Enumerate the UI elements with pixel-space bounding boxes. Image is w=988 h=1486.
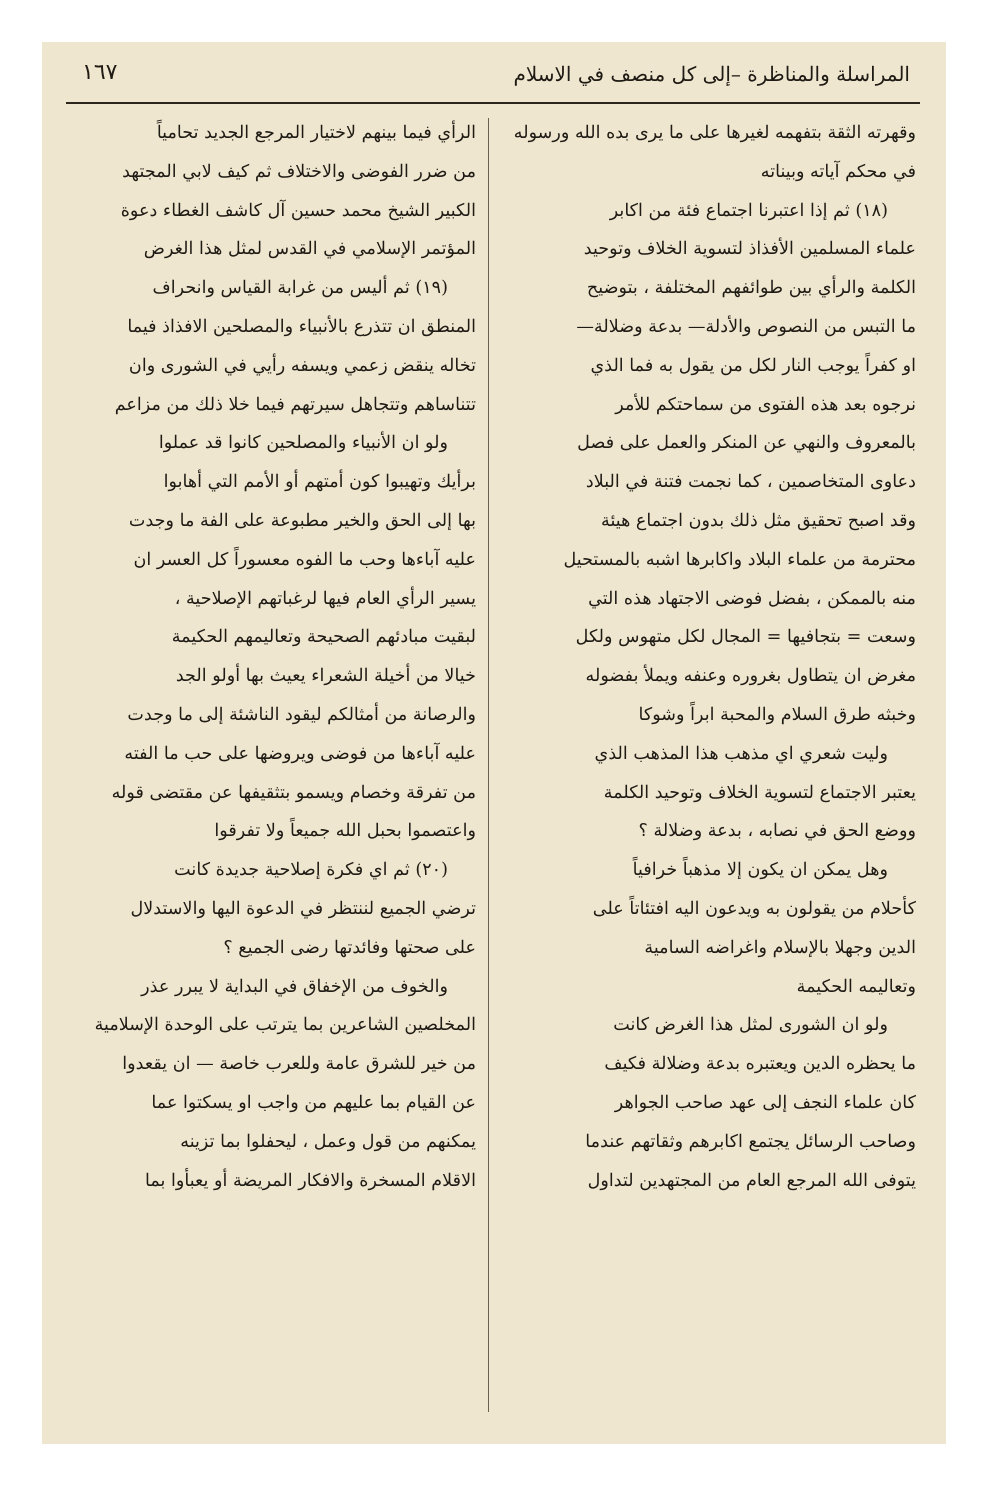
- text-line: الكلمة والرأي بين طوائفهم المختلفة ، بتوضيح: [586, 278, 916, 299]
- text-line: وليت شعري اي مذهب هذا المذهب الذي: [594, 743, 888, 764]
- column-divider: [488, 118, 489, 1412]
- text-line: دعاوى المتخاصمين ، كما نجمت فتنة في البلاد: [585, 472, 916, 493]
- text-line: في محكم آياته وبيناته: [760, 161, 916, 182]
- document-page: [42, 42, 946, 1444]
- text-line: وهل يمكن ان يكون إلا مذهباً خرافياً: [632, 860, 888, 881]
- text-line: ولو ان الشورى لمثل هذا الغرض كانت: [613, 1015, 888, 1036]
- text-line: من ضرر الفوضى والاختلاف ثم كيف لابي المجتهد: [122, 161, 476, 182]
- text-line: من تفرقة وخصام ويسمو بتثقيفها عن مقتضى قوله: [111, 782, 476, 803]
- text-line: الاقلام المسخرة والافكار المريضة أو يعبأوا بما: [144, 1170, 476, 1191]
- text-line: المنطق ان تتذرع بالأنبياء والمصلحين الافذاذ فيما: [127, 316, 476, 337]
- running-title: المراسلة والمناظرة –إلى كل منصف في الاسلام: [513, 62, 910, 86]
- text-line: خيالا من أخيلة الشعراء يعيث بها أولو الجد: [175, 666, 476, 687]
- text-line: يسير الرأي العام فيها لرغباتهم الإصلاحية ،: [174, 588, 476, 609]
- text-line: تخاله ينقض زعمي ويسفه رأيي في الشورى وان: [128, 355, 476, 376]
- text-line: (١٨) ثم إذا اعتبرنا اجتماع فئة من اكابر: [609, 200, 888, 221]
- text-line: واعتصموا بحبل الله جميعاً ولا تفرقوا: [214, 821, 476, 842]
- text-line: او كفراً يوجب النار لكل من يقول به فما الذي: [590, 355, 916, 376]
- text-line: منه بالممكن ، بفضل فوضى الاجتهاد هذه التي: [588, 588, 916, 609]
- text-line: لبقيت مبادئهم الصحيحة وتعاليمهم الحكيمة: [171, 627, 476, 648]
- text-line: عليه آباءها وحب ما الفوه معسوراً كل العسر ان: [133, 549, 476, 570]
- text-line: الكبير الشيخ محمد حسين آل كاشف الغطاء دعوة: [120, 200, 476, 221]
- text-line: ما التبس من النصوص والأدلة— بدعة وضلالة—: [576, 316, 916, 337]
- text-line: وتعاليمه الحكيمة: [796, 976, 916, 997]
- text-line: كأحلام من يقولون به ويدعون اليه افتئاتاً على: [592, 898, 916, 919]
- text-line: كان علماء النجف إلى عهد صاحب الجواهر: [614, 1092, 916, 1113]
- text-line: عليه آباءها من فوضى ويروضها على حب ما الفته: [124, 743, 476, 764]
- text-line: علماء المسلمين الأفذاذ لتسوية الخلاف وتوحيد: [583, 239, 916, 260]
- text-line: نرجوه بعد هذه الفتوى من سماحتكم للأمر: [615, 394, 916, 415]
- text-line: وقهرته الثقة بتفهمه لغيرها على ما يرى بده الله ورسوله: [513, 123, 916, 143]
- text-line: ترضي الجميع لننتظر في الدعوة اليها والاستدلال: [130, 898, 476, 919]
- text-line: مغرض ان يتطاول بغروره وعنفه ويملأ بفضوله: [585, 666, 916, 687]
- right-column: [510, 114, 916, 1418]
- left-column: [64, 114, 476, 1418]
- header-rule: [66, 102, 920, 104]
- text-line: (٢٠) ثم اي فكرة إصلاحية جديدة كانت: [174, 860, 448, 881]
- text-line: الرأي فيما بينهم لاختيار المرجع الجديد تحامياً: [156, 123, 476, 143]
- text-line: وخبثه طرق السلام والمحبة ابراً وشوكا: [638, 704, 916, 725]
- text-line: عن القيام بما عليهم من واجب او يسكتوا عما: [151, 1092, 476, 1113]
- text-line: برأيك وتهيبوا كون أمتهم أو الأمم التي أهابوا: [163, 472, 476, 493]
- text-line: ولو ان الأنبياء والمصلحين كانوا قد عملوا: [158, 433, 448, 454]
- text-line: على صحتها وفائدتها رضى الجميع ؟: [223, 937, 476, 958]
- text-line: يتوفى الله المرجع العام من المجتهدين لتداول: [587, 1170, 916, 1191]
- text-line: المؤتمر الإسلامي في القدس لمثل هذا الغرض: [143, 239, 476, 260]
- text-line: بها إلى الحق والخير مطبوعة على الفة ما وجدت: [128, 510, 476, 531]
- text-line: ووضع الحق في نصابه ، بدعة وضلالة ؟: [638, 821, 916, 842]
- text-line: بالمعروف والنهي عن المنكر والعمل على فصل: [577, 433, 916, 454]
- text-line: (١٩) ثم أليس من غرابة القياس وانحراف: [152, 278, 448, 299]
- text-line: والخوف من الإخفاق في البداية لا يبرر عذر: [141, 976, 448, 997]
- text-line: يمكنهم من قول وعمل ، ليحفلوا بما تزينه: [180, 1131, 476, 1152]
- text-line: وصاحب الرسائل يجتمع اكابرهم وثقاتهم عندما: [585, 1131, 916, 1152]
- page-number: ١٦٧: [82, 60, 118, 85]
- text-line: الدين وجهلا بالإسلام واغراضه السامية: [644, 937, 916, 958]
- text-line: وقد اصبح تحقيق مثل ذلك بدون اجتماع هيئة: [601, 510, 916, 531]
- text-line: المخلصين الشاعرين بما يترتب على الوحدة الإسلامية: [94, 1015, 476, 1036]
- text-line: ما يحظره الدين ويعتبره بدعة وضلالة فكيف: [604, 1054, 916, 1075]
- text-line: يعتبر الاجتماع لتسوية الخلاف وتوحيد الكلمة: [603, 782, 916, 803]
- text-line: من خير للشرق عامة وللعرب خاصة — ان يقعدوا: [122, 1054, 476, 1075]
- text-line: تتناساهم وتتجاهل سيرتهم فيما خلا ذلك من مزاعم: [114, 394, 476, 415]
- running-header: [42, 58, 946, 98]
- text-line: والرصانة من أمثالكم ليقود الناشئة إلى ما وجدت: [127, 704, 476, 725]
- text-line: وسعت = بتجافيها = المجال لكل متهوس ولكل: [575, 627, 916, 648]
- text-line: محترمة من علماء البلاد واكابرها اشبه بالمستحيل: [563, 549, 916, 570]
